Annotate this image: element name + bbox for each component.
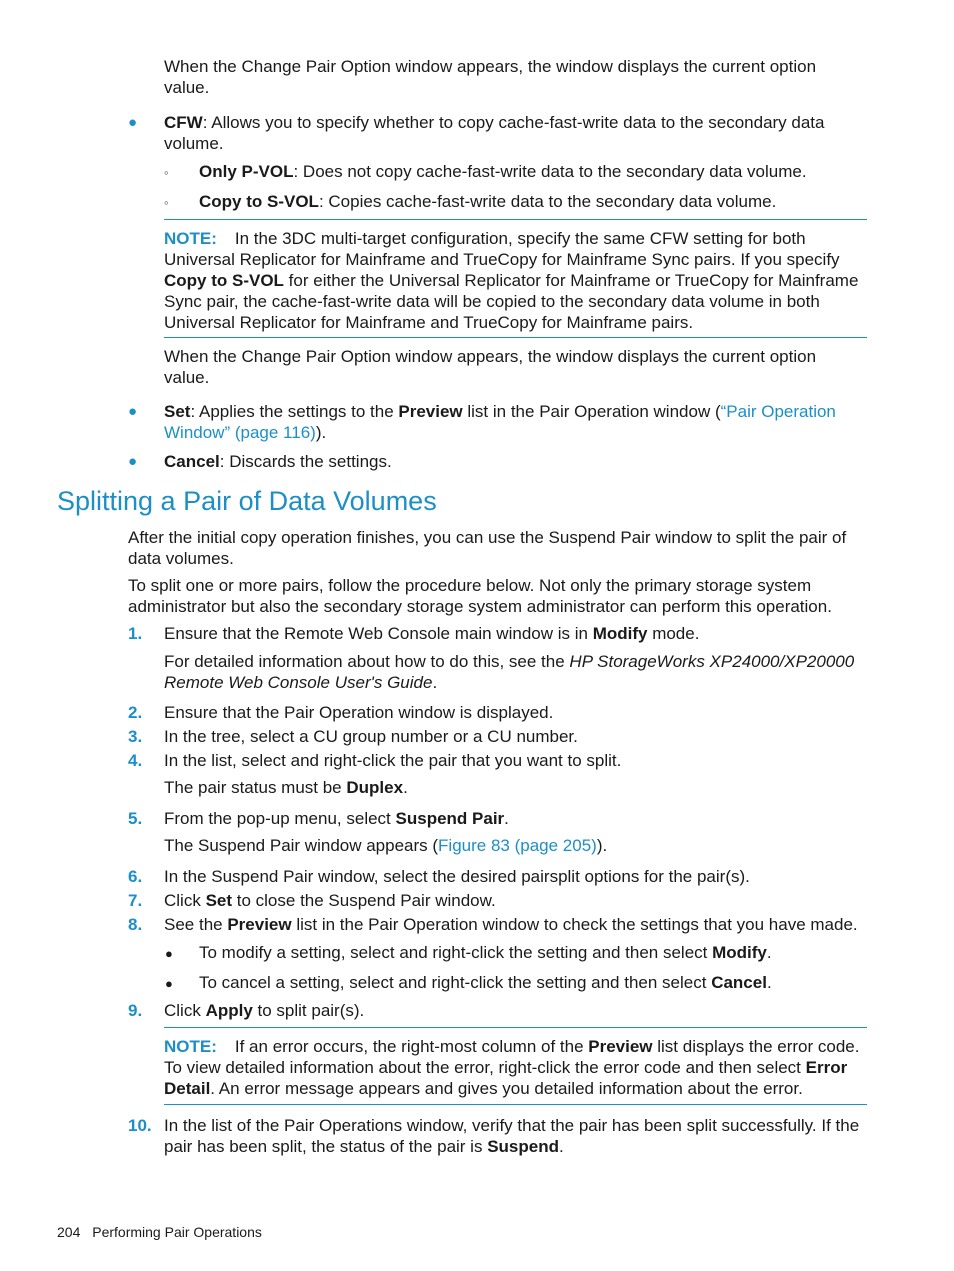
step-4-detail: The pair status must be Duplex. — [164, 778, 408, 797]
only-pvol-item: Only P-VOL: Does not copy cache-fast-write data to the secondary data volume. — [199, 162, 807, 181]
step-10: In the list of the Pair Operations window, verify that the pair has been split successfully. If the pair has been split, the status of the pair is Suspend. — [164, 1116, 860, 1156]
bullet-dot: ● — [165, 976, 173, 991]
page-footer — [57, 1222, 262, 1243]
step-1-detail: For detailed information about how to do this, see the HP StorageWorks XP24000/XP20000 Remote Web Console User's Guide. — [164, 652, 855, 692]
note-error: NOTE: If an error occurs, the right-most column of the Preview list displays the error code. To view detailed information about the error, right-click the error code and then select Error Detail. An error message appears and gives you detailed information about the error. — [164, 1037, 860, 1098]
step-3: In the tree, select a CU group number or a CU number. — [164, 727, 578, 746]
step-number: 8. — [128, 915, 143, 934]
note-cfw: NOTE: In the 3DC multi-target configuration, specify the same CFW setting for both Universal Replicator for Mainframe and TrueCopy for Mainframe Sync pairs. If you specify Copy to S-VOL for either the Universal Replicator for Mainframe or TrueCopy for Mainframe Sync pair, the cache-fast-write data will be copied to the secondary data volume in both Universal Replicator for Mainframe and TrueCopy for Mainframe pairs. — [164, 229, 859, 332]
step-5-detail: The Suspend Pair window appears (Figure 83 (page 205)). — [164, 836, 608, 855]
cfw-item: CFW: Allows you to specify whether to copy cache-fast-write data to the secondary data volume. — [164, 113, 825, 153]
footer-section-name: Performing Pair Operations — [92, 1224, 262, 1240]
step-2: Ensure that the Pair Operation window is displayed. — [164, 703, 554, 722]
bullet-dot: ● — [128, 453, 138, 470]
step-number: 7. — [128, 891, 143, 910]
bullet-dot: ● — [128, 403, 138, 420]
step-1: Ensure that the Remote Web Console main window is in Modify mode. — [164, 624, 700, 643]
bullet-dot: ● — [128, 114, 138, 131]
note-top-rule — [164, 219, 867, 220]
step-5: From the pop-up menu, select Suspend Pair. — [164, 809, 509, 828]
note-top-rule — [164, 1027, 867, 1028]
circle-bullet: ◦ — [164, 195, 169, 210]
pair-operation-window-link[interactable]: “Pair Operation Window” (page 116) — [164, 402, 836, 442]
step-number: 4. — [128, 751, 143, 770]
step-number: 10. — [128, 1116, 152, 1135]
section-title: Splitting a Pair of Data Volumes — [57, 486, 437, 516]
step-6: In the Suspend Pair window, select the desired pairsplit options for the pair(s). — [164, 867, 750, 886]
step-9: Click Apply to split pair(s). — [164, 1001, 365, 1020]
step-7: Click Set to close the Suspend Pair window. — [164, 891, 496, 910]
note-bottom-rule — [164, 337, 867, 338]
note-bottom-rule — [164, 1104, 867, 1105]
bullet-dot: ● — [165, 946, 173, 961]
step-number: 3. — [128, 727, 143, 746]
step-number: 2. — [128, 703, 143, 722]
figure-83-link[interactable]: Figure 83 (page 205) — [438, 836, 597, 855]
step-number: 5. — [128, 809, 143, 828]
step-number: 9. — [128, 1001, 143, 1020]
step-4: In the list, select and right-click the pair that you want to split. — [164, 751, 622, 770]
page-number: 204 — [57, 1224, 81, 1240]
step-8-bullet-modify: To modify a setting, select and right-click the setting and then select Modify. — [199, 943, 772, 962]
circle-bullet: ◦ — [164, 165, 169, 180]
step-number: 1. — [128, 624, 143, 643]
intro-paragraph: When the Change Pair Option window appears, the window displays the current option value. — [164, 57, 817, 97]
step-8: See the Preview list in the Pair Operation window to check the settings that you have made. — [164, 915, 858, 934]
copy-svol-item: Copy to S-VOL: Copies cache-fast-write data to the secondary data volume. — [199, 192, 777, 211]
section-paragraph-1: After the initial copy operation finishes, you can use the Suspend Pair window to split the pair of data volumes. — [128, 528, 847, 568]
cancel-item: Cancel: Discards the settings. — [164, 452, 392, 471]
step-8-bullet-cancel: To cancel a setting, select and right-click the setting and then select Cancel. — [199, 973, 772, 992]
set-item: Set: Applies the settings to the Preview list in the Pair Operation window (“Pair Operation Window” (page 116)). — [164, 402, 836, 442]
after-note-paragraph: When the Change Pair Option window appears, the window displays the current option value. — [164, 347, 817, 387]
step-number: 6. — [128, 867, 143, 886]
section-paragraph-2: To split one or more pairs, follow the procedure below. Not only the primary storage system administrator but also the secondary storage system administrator can perform this operation. — [128, 576, 832, 616]
